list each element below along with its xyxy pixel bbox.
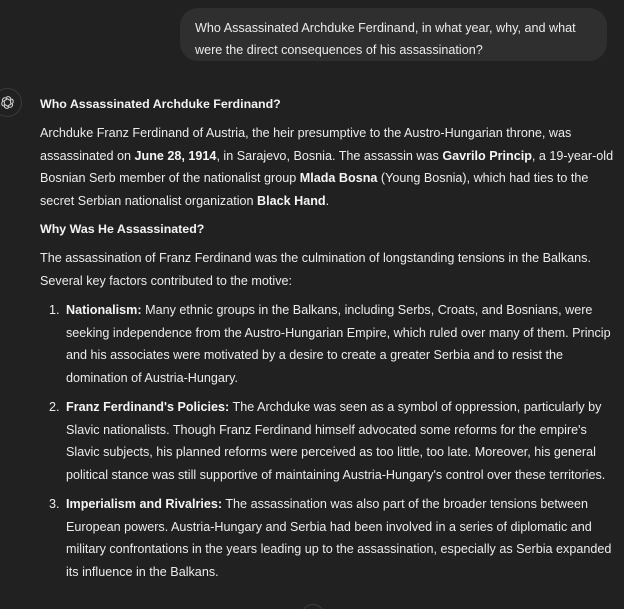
scroll-to-bottom-button[interactable] <box>301 604 325 609</box>
list-item-title: Franz Ferdinand's Policies: <box>66 400 230 414</box>
assistant-response <box>40 92 620 583</box>
list-item-text: The Archduke was seen as a symbol of oppression, particularly by Slavic nationalists. Though Franz Ferdinand himself advocated some reforms for the empire's Slavic subjects, his planned reforms were perceived as too little, too late. Moreover, his general political stance was still supportive of maintaining Austria-Hungary's control over these territories. <box>66 400 606 482</box>
list-item-text: Many ethnic groups in the Balkans, including Serbs, Croats, and Bosnians, were seeking independence from the Austro-Hungarian Empire, which ruled over many of them. Princip and his associates were motivated by a desire to create a greater Serbia and to resist the domination of Austria-Hungary. <box>66 303 611 385</box>
assistant-avatar <box>0 88 22 117</box>
list-item-text: The assassination was also part of the broader tensions between European powers. Austria-Hungary and Serbia had been involved in a series of diplomatic and military confrontations in the years leading up to the assassination, especially as Serbia expanded its influence in the Balkans. <box>66 497 612 579</box>
assassin-name-bold: Gavrilo Princip <box>442 148 532 163</box>
text-run: . <box>325 193 330 208</box>
group-name-bold: Mlada Bosna <box>299 171 378 185</box>
list-item <box>40 493 620 583</box>
user-message-bubble <box>180 8 607 61</box>
text-run: , in Sarajevo, Bosnia. The assassin was <box>216 148 443 163</box>
list-number: 3. <box>49 497 60 511</box>
text-run: , a 19-year-old Bosnian Serb member of the nationalist group <box>40 148 614 185</box>
list-item-title: Imperialism and Rivalries: <box>66 497 223 511</box>
list-item-title: Nationalism: <box>66 303 142 317</box>
section-heading-who: Who Assassinated Archduke Ferdinand? <box>40 97 281 111</box>
who-paragraph <box>40 122 620 212</box>
openai-logo-icon <box>0 95 15 110</box>
list-item <box>40 299 620 389</box>
date-bold: June 28, 1914 <box>134 148 217 163</box>
section-heading-why: Why Was He Assassinated? <box>40 222 205 236</box>
list-item <box>40 396 620 486</box>
list-number: 1. <box>49 303 60 317</box>
list-number: 2. <box>49 400 60 414</box>
motive-list <box>40 299 620 583</box>
user-message-text: Who Assassinated Archduke Ferdinand, in what year, why, and what were the direct consequences of his assassination? <box>195 21 576 57</box>
text-run: (Young Bosnia), which had ties to the secret Serbian nationalist organization <box>40 171 589 208</box>
why-intro-paragraph: The assassination of Franz Ferdinand was the culmination of longstanding tensions in the Balkans. Several key factors contributed to the motive: <box>40 251 591 288</box>
organization-bold: Black Hand <box>257 193 326 208</box>
text-run: Archduke Franz Ferdinand of Austria, the heir presumptive to the Austro-Hungarian throne, was assassinated on <box>40 126 572 163</box>
